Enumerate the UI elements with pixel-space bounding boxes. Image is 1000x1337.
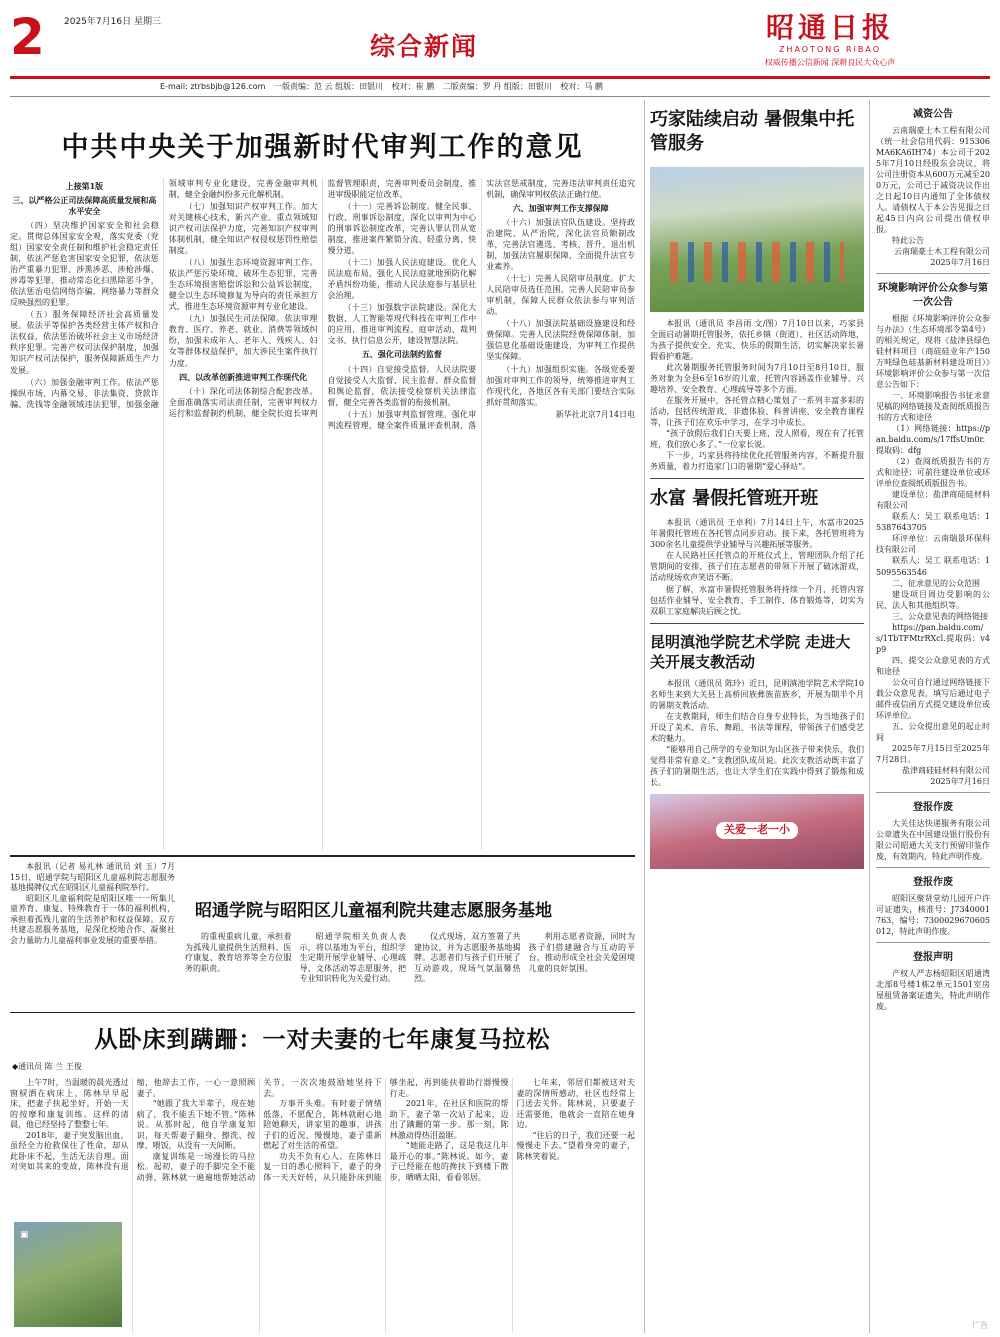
column-divider [650, 623, 864, 624]
ad-label: 广告 [972, 1320, 988, 1330]
article-paragraph: （七）加强知识产权审判工作。加大对关键核心技术、新兴产业、重点领域知识产权司法保护力度，完善知识产权审判体制机制，健全知识产权侵权惩罚性赔偿制度。 [168, 202, 318, 256]
article-paragraph: 万事开头难。有时妻子情绪低落，不愿配合，陈林就耐心地陪她聊天，讲家里的趣事，讲孩子们的近况，慢慢地，妻子重新燃起了对生活的希望。 [263, 1099, 382, 1151]
notices-column [876, 100, 990, 1333]
article-paragraph: 功夫不负有心人。在陈林日复一日的悉心照料下，妻子的身体一天天好转，从只能卧床到能够坐起，再到能扶着助行器慢慢行走。 [263, 1078, 509, 1182]
section-title: 综合新闻 [370, 32, 479, 61]
article-paragraph: “她能走路了，这是我这几年最开心的事。”陈林说。如今，妻子已经能在他的搀扶下到楼下散步，晒晒太阳，看看邻居。 [389, 1141, 509, 1182]
article-paragraph: 本报讯（记者 易礼林 通讯员 刘 玉）7月15日，昭通学院与昭阳区儿童福利院志愿服务基地揭牌仪式在昭阳区儿童福利院举行。 [10, 862, 175, 893]
notice-link[interactable]: （1）网络链接：https://pan.baidu.com/s/17ffsUm0r.提取码：dfg [876, 424, 990, 456]
notice-paragraph: 一、环境影响报告书征求意见稿的网络链接及查阅纸质报告书的方式和途径 [876, 391, 990, 423]
notice-paragraph: 云南瑞豪土木工程有限公司（统一社会信用代码：915306MA6KA6IH74）本公司于2025年7月10日经股东会决议，将公司注册资本从600万元减至200万元，公司已于减资决议作出之日起10日内通知了全体债权人。请债权人于本公告见报之日起45日内向公司提出债权申报。 [876, 125, 990, 235]
capital-reduction-title: 减资公告 [913, 109, 953, 120]
article-paragraph: 昭阳区儿童福利院是昭阳区唯一一所集儿童养育、康复、特殊教育于一体的福利机构，承担着孤残儿童的生活养护和权益保障。双方共建志愿服务基地，是深化校地合作、凝聚社会力量助力儿童福利事业发展的重要举措。 [10, 893, 175, 945]
masthead-rule [10, 76, 990, 79]
article-paragraph: （六）加强金融审判工作。依法严惩操纵市场、内幕交易、非法集资、贷款诈骗、洗钱等金融领域违法犯罪，加强金融领域审判专业化建设，完善金融审判机制，健全金融纠纷多元化解机制。 [10, 179, 318, 409]
notice-paragraph: 联系人：吴工 联系电话：15095563546 [876, 556, 990, 577]
notice-paragraph: 环评单位：云南瑞景环保科技有限公司 [876, 534, 990, 555]
story3-byline: ◆通讯员 陈 兰 王俊 [12, 1062, 82, 1071]
notice-signature: 云南瑞豪土木工程有限公司 2025年7月16日 [894, 247, 990, 268]
article-paragraph: 2018年，妻子突发脑出血，虽经全力抢救保住了性命，却从此卧床不起，生活无法自理。面对突如其来的变故，陈林没有退缩，他辞去工作，一心一意照顾妻子。 [10, 1078, 256, 1172]
story3-headline: 从卧床到蹒跚：一对夫妻的七年康复马拉松 [94, 1027, 551, 1053]
article-paragraph: 据了解，水富市暑假托管服务将持续一个月，托管内容包括作业辅导、安全教育、手工制作、体育锻炼等，切实为双职工家庭解决后顾之忧。 [650, 584, 864, 616]
article-paragraph: “能够用自己所学的专业知识为山区孩子带来快乐，我们觉得非常有意义。”支教团队成员说。此次支教活动既丰富了孩子们的暑期生活，也让大学生们在实践中得到了锻炼和成长。 [650, 745, 864, 788]
void-notice-title: 登报作废 [913, 877, 953, 889]
editor-line [160, 82, 990, 93]
article-paragraph: 在支教期间，师生们结合自身专业特长，为当地孩子们开设了美术、音乐、舞蹈、书法等课程，带领孩子们感受艺术的魅力。 [650, 712, 864, 744]
story2-lead [10, 862, 175, 1002]
notice-link[interactable]: https://pan.baidu.com/s/1TbTFMtrRXcl.提取码：v4p9 [876, 622, 990, 654]
void-notice-title: 登报作废 [913, 802, 953, 814]
article-paragraph: （五）服务保障经济社会高质量发展。依法平等保护各类经营主体产权和合法权益，依法惩治破坏社会主义市场经济秩序犯罪。完善产权司法保护制度，加强知识产权司法保护，服务保障新质生产力发展。 [10, 310, 159, 375]
notice-paragraph: 2025年7月15日至2025年7月28日。 [876, 744, 990, 765]
notice-paragraph: （2）查阅纸质报告书的方式和途径：可前往建设单位或环评单位查阅纸质版报告书。 [876, 457, 990, 489]
notice-paragraph: 昭阳区聚贤堂幼儿园开户许可证遗失，核准号：J7340001763，编号：7300029670605012，特此声明作废。 [876, 893, 990, 936]
article-paragraph: 上午7时，当温暖的晨光透过窗棂洒在病床上，陈林早早起床，把妻子扶起坐好，开始一天的按摩和康复训练。这样的清晨，他已经坚持了整整七年。 [10, 1078, 129, 1130]
article-paragraph: （十五）加强审判监督管理。强化审判流程管理，健全案件质量评查机制，落实法官惩戒制度，完善违法审判责任追究机制，确保审判权依法正确行使。 [327, 179, 635, 430]
article-paragraph: 康复训练是一场漫长的马拉松。起初，妻子的手脚完全不能动弹，陈林就一遍遍地帮她活动关节，一次次地鼓励她坚持下去。 [136, 1078, 382, 1182]
article-paragraph: 本报讯（通讯员 陈玲）近日，昆明滇池学院艺术学院10名师生来到大关县上高桥回族彝族苗族乡，开展为期半个月的暑期支教活动。 [650, 679, 864, 711]
article-subheading: 四、以改革创新推进审判工作现代化 [179, 371, 308, 382]
article-paragraph: “孩子放假后我们白天要上班，没人照看，现在有了托管班，我们放心多了。”一位家长说。 [650, 428, 864, 449]
article-paragraph: （十二）加强人民法庭建设。优化人民法庭布局，强化人民法庭就地预防化解矛盾纠纷功能，推动人民法庭参与基层社会治理。 [327, 258, 477, 301]
article-paragraph: 本报讯（通讯员 李昌雨 文/图）7月10日以来，巧家县全面启动暑期托管服务，依托乡镇（街道）、社区活动阵地，为孩子提供安全、充实、快乐的假期生活，切实解决家长暑假看护难题。 [650, 318, 864, 361]
notice-paragraph: 公众可自行通过网络链接下载公众意见表，填写后通过电子邮件或信函方式提交建设单位或环评单位。 [876, 677, 990, 720]
header-divider [10, 96, 990, 97]
article-subheading: 五、强化司法制约监督 [361, 349, 442, 360]
editor-item: 一版责编：范 云 组版：田银川 [274, 82, 384, 91]
logo-chinese: 昭通日报 [765, 11, 894, 44]
notice-paragraph: 二、征求意见的公众范围 [892, 578, 980, 588]
article-paragraph: 本报讯（通讯员 王卓利）7月14日上午，水富市2025年暑假托管班在各托管点同步启动。接下来，各托管班将为300余名儿童提供学业辅导与兴趣拓展等服务。 [650, 518, 864, 550]
notice-divider [876, 792, 990, 793]
article-paragraph: 七年来，邻居们都被这对夫妻的深情所感动，社区也经常上门送去关怀。陈林说，只要妻子还需要他，他就会一直陪在她身边。 [516, 1078, 635, 1130]
article-paragraph: 下一步，巧家县将持续优化托管服务内容，不断提升服务质量，着力打造家门口的暑期“爱心驿站”。 [650, 450, 864, 471]
notice-paragraph: 四、提交公众意见表的方式和途径 [876, 655, 990, 676]
notice-paragraph: 产权人严志杨昭阳区昭通湾北部8号楼1栋2单元1501室房屋租赁备案证遗失，特此声明作废。 [876, 968, 990, 1011]
article-subheading: 三、以严格公正司法保障高质量发展和高水平安全 [12, 195, 157, 217]
qiaojia-body [650, 318, 864, 472]
editor-item: 校对：马 鹏 [560, 82, 603, 91]
newspaper-logo [730, 10, 930, 68]
notice-paragraph: 三、公众意见表的网络链接 [892, 611, 988, 621]
issue-date: 2025年7月16日 星期三 [64, 17, 161, 27]
notice-paragraph: 建设单位：盐津商硅硅材料有限公司 [876, 490, 990, 511]
story3-photo [14, 1222, 122, 1327]
care-banner-caption: 关爱一老一小 [716, 822, 798, 839]
article-paragraph: （八）加强生态环境资源审判工作。依法严惩污染环境、破坏生态犯罪，完善生态环境损害赔偿诉讼和公益诉讼制度，健全以生态环境修复为导向的责任承担方式，推进生态环境资源审判专业化建设。 [168, 258, 318, 312]
article-paragraph: （十八）加强法院基础设施建设和经费保障。完善人民法院经费保障体制，加强信息化基础设施建设，为审判工作提供坚实保障。 [486, 319, 635, 362]
main-article-body [10, 178, 635, 850]
article-paragraph: 利用志愿者资源，同时为孩子们搭建融合与互动的平台，推动形成全社会关爱困境儿童的良好氛围。 [528, 932, 635, 973]
masthead [0, 0, 1000, 76]
notice-paragraph: 根据《环境影响评价公众参与办法》（生态环境部令第4号）的相关规定，现将《盐津县绿色硅材料项目（商硅硅业年产150万吨绿色硅基新材料建设项目）》环境影响评价公众参与第一次信息公告如下： [876, 313, 990, 389]
statement-title: 登报声明 [913, 951, 953, 963]
middle-column [644, 100, 870, 1333]
article-subheading: 六、加强审判工作支撑保障 [512, 203, 609, 214]
shuifu-headline: 水富 暑假托管班开班 [650, 488, 819, 510]
notice-signature: 盐津商硅硅材料有限公司 2025年7月16日 [902, 766, 990, 787]
notice-paragraph: 大关佳达快递服务有限公司公章遗失在中国建设银行股份有限公司昭通大关支行预留印鉴作废，有效期内，特此声明作废。 [876, 818, 990, 862]
dianchi-headline: 昆明滇池学院艺术学院 走进大关开展支教活动 [650, 632, 851, 671]
notice-divider [876, 942, 990, 943]
article-divider [10, 1012, 635, 1013]
notice-paragraph: 建设项目周边受影响的公民、法人和其他组织等。 [876, 589, 990, 610]
shuifu-body [650, 517, 864, 616]
notice-divider [876, 273, 990, 274]
story2-body [185, 932, 635, 1012]
qiaojia-headline: 巧家陆续启动 暑假集中托管服务 [650, 109, 855, 155]
article-paragraph: 2021年，在社区和医院的帮助下，妻子第一次站了起来，迈出了蹒跚的第一步。那一刻，陈林激动得热泪盈眶。 [389, 1099, 509, 1140]
article-paragraph: 在人民路社区托管点的开班仪式上，管理团队介绍了托管期间的安排，孩子们在志愿者的带领下开展了破冰游戏，活动现场欢声笑语不断。 [650, 551, 864, 583]
photo-icon: ▣ [20, 1230, 29, 1240]
eia-notice-title: 环境影响评价公众参与第一次公告 [878, 283, 988, 308]
article-paragraph: （十三）加强数字法院建设。深化大数据、人工智能等现代科技在审判工作中的应用，推进审判流程、庭审活动、裁判文书、执行信息公开，建设智慧法院。 [327, 303, 477, 346]
qiaojia-photo [650, 167, 864, 312]
article-paragraph: （十六）加强法官队伍建设。坚持政治建院、从严治院，深化法官员额制改革，完善法官遴选、考核、晋升、退出机制，加强法官履职保障，全面提升法官专业素养。 [486, 218, 635, 272]
care-banner [650, 794, 864, 869]
article-paragraph: （四）坚决维护国家安全和社会稳定。贯彻总体国家安全观，落实党委（党组）国家安全责任制和维护社会稳定责任制，依法严惩危害国家安全犯罪，依法惩治严重暴力犯罪、涉黑涉恶、涉枪涉爆、涉毒等犯罪，推动常态化扫黑除恶斗争，依法惩治电信网络诈骗、网络暴力等群众反映强烈的犯罪。 [10, 221, 159, 308]
editor-item: 校对：崔 鹏 [391, 82, 435, 91]
article-paragraph: 昭通学院相关负责人表示，将以基地为平台，组织学生定期开展学业辅导、心理疏导、文体活动等志愿服务，把专业知识转化为关爱行动。 [299, 932, 406, 984]
article-paragraph: （十）深化司法体制综合配套改革。全面准确落实司法责任制，完善审判权力运行和监督制约机制，健全院长庭长审判监督管理职责，完善审判委员会制度，推进审级职能定位改革。 [168, 179, 477, 418]
article-paragraph: 的重视重病儿童，承担着为孤残儿童提供生活照料、医疗康复、教育培养等全方位服务的职责。 [185, 932, 292, 973]
article-paragraph: （十四）自觉接受监督。人民法院要自觉接受人大监督、民主监督、群众监督和舆论监督，依法接受检察机关法律监督，健全完善各类监督的衔接机制。 [327, 364, 477, 407]
article-paragraph: （十九）加强组织实施。各级党委要加强对审判工作的领导，统筹推进审判工作现代化，各地区各有关部门要结合实际抓好贯彻落实。 [486, 364, 635, 407]
editor-item: 二版责编：罗 丹 组版：田银川 [442, 82, 552, 91]
article-paragraph: 仪式现场，双方签署了共建协议，并为志愿服务基地揭牌。志愿者们与孩子们开展了互动游戏，现场气氛温馨热烈。 [414, 932, 521, 984]
article-paragraph: （十七）完善人民陪审员制度。扩大人民陪审员选任范围，完善人民陪审员参审机制，保障人民群众依法参与审判活动。 [486, 274, 635, 317]
logo-english: ZHAOTONG RIBAO [778, 44, 882, 54]
main-headline: 中共中央关于加强新时代审判工作的意见 [61, 132, 584, 163]
article-paragraph: 此次暑期服务托管服务时间为7月10日至8月10日，服务对象为全县6至16岁的儿童，托管内容涵盖作业辅导、兴趣培养、安全教育、心理疏导等多个方面。 [650, 362, 864, 394]
notice-paragraph: 特此公告 [892, 236, 924, 246]
story2-headline: 昭通学院与昭阳区儿童福利院共建志愿服务基地 [195, 901, 552, 921]
article-paragraph: （九）加强民生司法保障。依法审理教育、医疗、养老、就业、消费等领域纠纷，加强未成年人、老年人、残疾人、妇女等群体权益保护，加大涉民生案件执行力度。 [168, 314, 318, 368]
article-paragraph: “往后的日子，我们还要一起慢慢走下去。”望着身旁的妻子，陈林笑着说。 [516, 1130, 635, 1161]
logo-slogan: 权威传播公信新闻 深耕良民大众心声 [764, 57, 896, 67]
dianchi-body [650, 678, 864, 788]
article-paragraph: （十一）完善诉讼制度。健全民事、行政、刑事诉讼制度，深化以审判为中心的刑事诉讼制度改革，完善认罪认罚从宽制度，推进案件繁简分流、轻重分离、快慢分道。 [327, 202, 477, 256]
article-divider [10, 855, 635, 857]
notice-paragraph: 联系人：吴工 联系电话：15387643705 [876, 512, 990, 533]
column-divider [650, 478, 864, 479]
editor-email[interactable]: E-mail: ztrbsbjb@126.com [160, 82, 266, 91]
page-number: 2 [10, 8, 45, 66]
article-paragraph: 在服务开展中，各托管点精心策划了一系列丰富多彩的活动，包括传统游戏、非遗体验、科普讲座、安全教育课程等，让孩子们在欢乐中学习，在学习中成长。 [650, 395, 864, 427]
article-paragraph: 上接第1版 [65, 181, 104, 191]
notice-divider [876, 867, 990, 868]
article-dateline: 新华社北京7月14日电 [555, 409, 635, 419]
notice-paragraph: 五、公众提出意见的起止时间 [876, 721, 990, 742]
article-paragraph: “她跟了我大半辈子，现在她病了，我不能丢下她不管。”陈林说。从那时起，他自学康复知识，每天帮妻子翻身、擦洗、按摩、喂饭，从没有一天间断。 [136, 1099, 256, 1151]
children-figures [670, 242, 844, 282]
